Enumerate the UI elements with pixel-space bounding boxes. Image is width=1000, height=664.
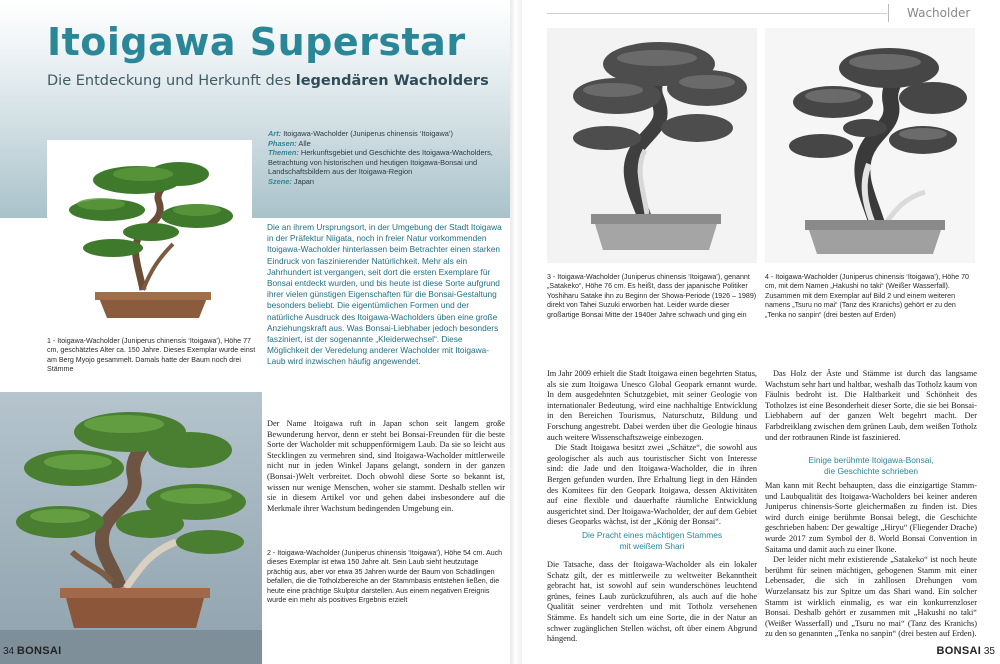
info-row-szene (268, 177, 504, 187)
caption-1: 1 - Itoigawa-Wacholder (Juniperus chinensis ‘Itoigawa’), Höhe 77 cm, geschätztes Alter ca. 150 Jahre. Dieses Exemplar wurde einst am Berg Myojo gesammelt. Damals hatte der Baum noch drei Stämme (47, 337, 256, 374)
bonsai-photo-3 (547, 28, 757, 263)
body-text-right-col2 (765, 369, 977, 443)
paragraph: Die Stadt Itoigawa besitzt zwei „Schätze“, die sowohl aus geologischer als auch aus touristischer Sicht von Interesse sind: die Jade und den Itoigawa-Wacholder, die in ihren Bergen gefunden wurden. Ihre Erhaltung liegt in den Händen des Komitees für den Geopark Itoigawa, dessen Aktivitäten auf eine flexible und dauerhafte räumliche Entwicklung ausgerichtet sind. Der Itoigawa-Wacholder, der auf dem Gebiet dieses Geoparks wächst, ist der „König der Bonsai“. (547, 443, 757, 527)
body-text-right-col2b (765, 481, 977, 640)
page-number: 35 (983, 646, 995, 657)
paragraph: Der leider nicht mehr existierende „Satakeko“ ist noch heute berühmt für seinen mächtigen, gebogenen Stamm mit einer Lebensader, die sich in zahllosen Drehungen vom Wurzelansatz bis zur Spitze um das Shari wand. Ein solcher Stamm ist wirklich einmalig, es war ein konkurrenzloser Bonsai. Deshalb gehört er zusammen mit „Hakushi no taki“ (Weißer Wasserfall) und „Tsuru no mai“ (Tanz des Kranichs) zu den so genannten „Tenka no sanpin“ (drei besten auf Erden). (765, 555, 977, 639)
magazine-brand: BONSAI (936, 645, 982, 657)
subheading-line: Einige berühmte Itoigawa-Bonsai, (808, 455, 934, 465)
info-row-themen (268, 148, 504, 177)
subheading-line: Die Pracht eines mächtigen Stammes (581, 530, 723, 540)
subheading-line: die Geschichte schrieben (823, 466, 919, 476)
bonsai-photo-2 (0, 392, 262, 664)
folio-left (3, 645, 62, 657)
info-key: Art: (268, 129, 282, 138)
info-row-art (268, 129, 504, 139)
info-box (268, 129, 504, 187)
body-text-left (267, 419, 505, 514)
body-text-right-col1b (547, 560, 757, 645)
subheading-2 (765, 455, 977, 477)
lead-text: Die an ihrem Ursprungsort, in der Umgebung der Stadt Itoigawa in der Präfektur Niigata, noch in freier Natur vorkommenden Itoigawa-Wacholder hinterlassen beim Betrachter einen starken Eindruck von faszinierender Natürlichkeit. Mehr als ein Jahrhundert ist vergangen, seit dort die ersten Exemplare für Bonsai entdeckt wurden, und bis heute ist diese Sorte aufgrund ihrer vielen günstigen Eigenschaften für die Bonsai-Gestaltung besonders beliebt. Die eigentümlichen Formen und der natürliche Ausdruck des Itoigawa-Wacholders üben eine große Anziehungskraft aus. Was Bonsai-Liebhaber jedoch besonders fasziniert, ist der sogenannte „Kleiderwechsel“. Diese Möglichkeit der Veredelung anderer Wacholder mit Itoigawa-Laub wird inzwischen häufig angewendet. (267, 222, 502, 367)
page-gutter (510, 0, 522, 664)
paragraph: Die Tatsache, dass der Itoigawa-Wacholder als ein lokaler Schatz gilt, der es mittlerweile zu weltweiter Bekanntheit gebracht hat, ist sowohl auf sein wunderschönes leuchtend grünes, feines Laub zurückzuführen, als auch auf die hohe Qualität seiner verdrehten und mit Totholz versehenen Stämme. Es handelt sich um eine Sorte, die in der Natur an schwer zugänglichen Stellen wächst, oft über einem Abgrund hängend. (547, 560, 757, 644)
folio-right (937, 645, 996, 657)
info-value: Herkunftsgebiet und Geschichte des Itoigawa-Wacholders, Betrachtung von historischen und heutigen Itoigawa-Bonsai und Landschaftsbildern aus der Itoigawa-Region (268, 148, 493, 177)
subheading-line: mit weißem Shari (619, 541, 685, 551)
paragraph: Im Jahr 2009 erhielt die Stadt Itoigawa einen begehrten Status, als sie zum Itoigawa Unesco Global Geopark ernannt wurde. In dem ausgedehnten Schutzgebiet, mit seiner Geologie von internationaler Bedeutung, wird eine nachhaltige Entwicklung in den Bereichen Tourismus, Naturschutz, Bildung und Forschung angestrebt. Dabei werden über die Geologie hinaus auch weitere Wissenschaftszweige einbezogen. (547, 369, 757, 442)
subtitle-prefix: Die Entdeckung und Herkunft des (47, 73, 296, 89)
paragraph: Das Holz der Äste und Stämme ist durch das langsame Wachstum sehr hart und haltbar, weshalb das Totholz kaum von Fäulnis bedroht ist. Die Haltbarkeit und Schönheit des Totholzes ist eine Besonderheit dieser Sorte, die sie bei Bonsai-Liebhabern auf der ganzen Welt begehrt macht. Der Farbdreiklang zwischen dem grünen Laub, dem weißen Totholz und der rotbraunen Rinde ist fasziniered. (765, 369, 977, 442)
bonsai-photo-1 (47, 140, 252, 336)
info-key: Szene: (268, 176, 292, 186)
subheading-1 (547, 530, 757, 552)
info-key: Themen: (268, 148, 299, 158)
paragraph: Der Name Itoigawa ruft in Japan schon seit langem große Bewunderung hervor, denn er steht bei Bonsai-Freunden für die beste Sorte der Wacholder mit schuppenförmigem Laub. Da sie so leicht aus Stecklingen zu vermehren sind, sind Itoigawa-Wacholder mittlerweile nicht nur in jeden Winkel Japans gelangt, sondern in der ganzen (Bonsai-)Welt verbreitet. Doch obwohl diese Sorte so bekannt ist, wissen nur wenige Menschen, woher sie stammt. Deshalb stellen wir sie in diesem Artikel vor und gehen dabei insbesondere auf die Merkmale ihrer Wachstum bedingenden Umgebung ein. (267, 419, 505, 513)
subtitle-bold: legendären Wacholders (295, 73, 489, 89)
article-title: Itoigawa Superstar (47, 20, 466, 64)
body-text-right-col1 (547, 369, 757, 528)
info-value: Japan (293, 176, 315, 186)
info-row-phasen (268, 139, 504, 149)
info-value: Itoigawa-Wacholder (Juniperus chinensis ‘Itoigawa’) (283, 129, 453, 138)
section-label: Wacholder (888, 4, 1000, 22)
caption-3: 3 - Itoigawa-Wacholder (Juniperus chinensis ‘Itoigawa’), genannt „Satakeko“, Höhe 76 cm. Es heißt, dass der japanische Politiker Yoshiharu Satake ihn zu Beginn der Showa-Periode (1926 – 1989) direkt von Tahei Suzuki erworben hat. Leider wurde dieser großartige Bonsai Mitte der 1940er Jahre schwach und ging ein (547, 273, 757, 319)
bonsai-photo-4 (765, 28, 975, 263)
paragraph: Man kann mit Recht behaupten, dass die einzigartige Stamm- und Laubqualität des Itoigawa-Wacholders bei keiner anderen Juniperus chinensis-Sorte gleichermaßen zu finden ist. Dies wird durch einige berühmte Bonsai belegt, die Geschichte geschrieben haben: Der gewaltige „Hiryu“ (Fliegender Drache) wurde 2017 zum Symbol der 8. World Bonsai Convention in Saitama und damit auch zu einer Ikone. (765, 481, 977, 554)
info-key: Phasen: (268, 138, 297, 148)
article-subtitle (47, 73, 489, 89)
page-number: 34 (3, 646, 15, 657)
section-rule (547, 13, 887, 14)
magazine-brand: BONSAI (16, 645, 62, 657)
caption-4: 4 - Itoigawa-Wacholder (Juniperus chinensis ‘Itoigawa’), Höhe 70 cm, mit dem Namen „Hakushi no taki“ (Weißer Wasserfall). Zusammen mit dem Exemplar auf Bild 2 und einem weiteren namens „Tsuru no mai“ (Tanz des Kranichs) gehört er zu den „Tenka no sanpin“ (drei besten auf Erden) (765, 273, 969, 319)
info-value: Alle (298, 138, 311, 148)
caption-2: 2 - Itoigawa-Wacholder (Juniperus chinensis ‘Itoigawa’), Höhe 54 cm. Auch dieses Exemplar ist etwa 150 Jahre alt. Sein Laub sieht heutzutage prächtig aus, aber vor etwa 35 Jahren wurde der Baum von Schädlingen befallen, die die Totholzbereiche an der Stammbasis entstehen ließen, die heute eine prächtige Skulptur darstellen. Aus einem negativen Ereignis wurde ein mehr als positives Ergebnis erzielt (267, 549, 503, 605)
